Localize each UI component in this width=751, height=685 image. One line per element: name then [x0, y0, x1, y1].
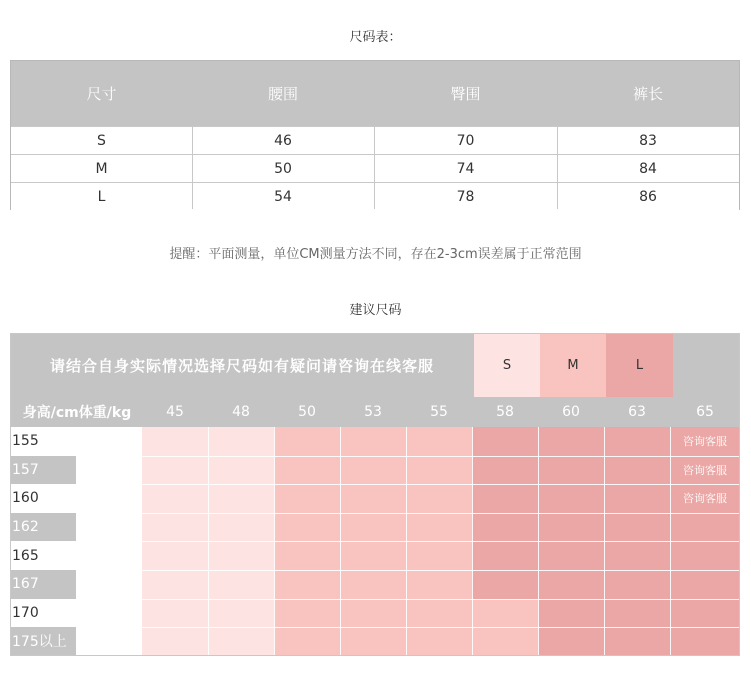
size-cell-l [604, 627, 670, 656]
cell-length: 83 [639, 132, 657, 149]
size-cell-m [274, 541, 340, 570]
cell-size: S [97, 132, 106, 149]
size-cell-s [208, 484, 274, 513]
weight-label: 45 [166, 404, 184, 420]
grid-line [142, 541, 740, 542]
weight-label: 58 [496, 404, 514, 420]
size-cell-l [604, 484, 670, 513]
weight-label: 55 [430, 404, 448, 420]
size-cell-m [406, 427, 472, 456]
table-row [11, 154, 739, 182]
height-label: 162 [10, 513, 76, 542]
size-cell-l [604, 456, 670, 485]
column-divider [192, 126, 193, 209]
size-cell-l [604, 570, 670, 599]
size-cell-l [538, 541, 604, 570]
grid-line [142, 456, 740, 457]
size-chart-title: 尺码表： [349, 30, 402, 45]
size-cell-m [406, 570, 472, 599]
size-cell-l [472, 513, 538, 542]
height-label: 155 [10, 427, 76, 456]
cell-waist: 50 [274, 160, 292, 177]
height-label: 165 [10, 541, 76, 570]
grid-line [142, 513, 740, 514]
cell-hip: 70 [456, 132, 475, 149]
grid-line [142, 484, 740, 485]
size-cell-l [604, 541, 670, 570]
size-cell-s [208, 627, 274, 656]
size-cell-m [406, 513, 472, 542]
column-divider [557, 126, 558, 209]
legend-m: M [540, 333, 606, 397]
size-cell-l [472, 570, 538, 599]
height-label: 160 [10, 484, 76, 513]
height-label: 170 [10, 599, 76, 628]
axis-label: 身高/cm体重/kg [22, 405, 132, 421]
weight-label: 65 [696, 404, 714, 420]
size-cell-m [274, 484, 340, 513]
consult-service-cell: 咨询客服 [670, 456, 740, 485]
size-cell-m [340, 570, 406, 599]
size-cell-s [208, 427, 274, 456]
size-cell-l [538, 484, 604, 513]
cell-hip: 74 [456, 160, 475, 177]
size-cell-l [472, 541, 538, 570]
size-cell-m [406, 456, 472, 485]
weight-label: 50 [298, 404, 316, 420]
size-cell-s [142, 484, 208, 513]
size-cell-m [340, 599, 406, 628]
cell-size: L [97, 188, 106, 205]
table-row [11, 126, 739, 154]
consult-service-cell: 咨询客服 [670, 427, 740, 456]
weight-label: 53 [364, 404, 382, 420]
size-cell-l [538, 513, 604, 542]
size-cell-m [274, 570, 340, 599]
size-cell-l [604, 599, 670, 628]
size-cell-l [670, 541, 740, 570]
size-cell-l [604, 513, 670, 542]
size-cell-s [142, 456, 208, 485]
recommend-prompt: 请结合自身实际情况选择尺码如有疑问请咨询在线客服 [49, 356, 434, 375]
size-cell-l [538, 427, 604, 456]
size-cell-m [406, 484, 472, 513]
cell-size: M [95, 160, 108, 177]
size-cell-l [670, 627, 740, 656]
size-cell-m [340, 484, 406, 513]
cell-waist: 54 [274, 188, 292, 205]
cell-waist: 46 [274, 132, 292, 149]
legend-s: S [474, 333, 540, 397]
size-cell-m [274, 456, 340, 485]
size-cell-l [472, 484, 538, 513]
size-cell-m [472, 599, 538, 628]
size-cell-s [142, 599, 208, 628]
size-cell-m [406, 541, 472, 570]
size-chart-table [10, 60, 740, 210]
size-cell-m [274, 599, 340, 628]
header-hip: 臀围 [450, 85, 481, 103]
size-cell-s [142, 627, 208, 656]
recommend-table [10, 333, 740, 656]
recommend-title: 建议尺码 [349, 303, 402, 318]
measurement-reminder: 提醒：平面测量，单位CM测量方法不同，存在2-3cm误差属于正常范围 [169, 247, 582, 262]
table-row [11, 182, 739, 210]
size-cell-s [142, 541, 208, 570]
size-cell-m [274, 513, 340, 542]
height-label: 157 [10, 456, 76, 485]
height-label: 167 [10, 570, 76, 599]
header-size: 尺寸 [86, 85, 117, 103]
weight-label: 48 [232, 404, 250, 420]
size-cell-l [670, 599, 740, 628]
size-cell-s [142, 570, 208, 599]
size-cell-m [274, 627, 340, 656]
size-cell-s [142, 513, 208, 542]
size-cell-s [208, 599, 274, 628]
size-cell-l [670, 570, 740, 599]
size-cell-m [406, 627, 472, 656]
column-divider [374, 126, 375, 209]
weight-label: 63 [628, 404, 646, 420]
size-cell-m [340, 456, 406, 485]
cell-length: 84 [639, 160, 657, 177]
size-cell-l [472, 427, 538, 456]
header-waist: 腰围 [267, 85, 298, 103]
blank-column [76, 427, 142, 656]
cell-hip: 78 [456, 188, 475, 205]
size-cell-m [340, 513, 406, 542]
height-label: 175以上 [10, 627, 76, 656]
grid-line [142, 570, 740, 571]
size-cell-l [538, 627, 604, 656]
size-cell-l [604, 427, 670, 456]
size-cell-m [340, 427, 406, 456]
grid-line [142, 627, 740, 628]
size-chart-header-row [11, 61, 739, 126]
size-cell-m [274, 427, 340, 456]
header-length: 裤长 [632, 85, 663, 103]
size-cell-l [538, 570, 604, 599]
grid-line [142, 599, 740, 600]
size-cell-s [142, 427, 208, 456]
size-cell-m [472, 627, 538, 656]
size-cell-l [472, 456, 538, 485]
size-cell-s [208, 513, 274, 542]
consult-service-cell: 咨询客服 [670, 484, 740, 513]
size-cell-m [340, 541, 406, 570]
size-cell-s [208, 541, 274, 570]
size-cell-s [208, 456, 274, 485]
size-cell-l [670, 513, 740, 542]
size-cell-m [406, 599, 472, 628]
weight-label: 60 [562, 404, 580, 420]
size-cell-m [340, 627, 406, 656]
cell-length: 86 [639, 188, 657, 205]
size-cell-l [538, 456, 604, 485]
size-cell-s [208, 570, 274, 599]
legend-l: L [606, 333, 673, 397]
size-cell-l [538, 599, 604, 628]
